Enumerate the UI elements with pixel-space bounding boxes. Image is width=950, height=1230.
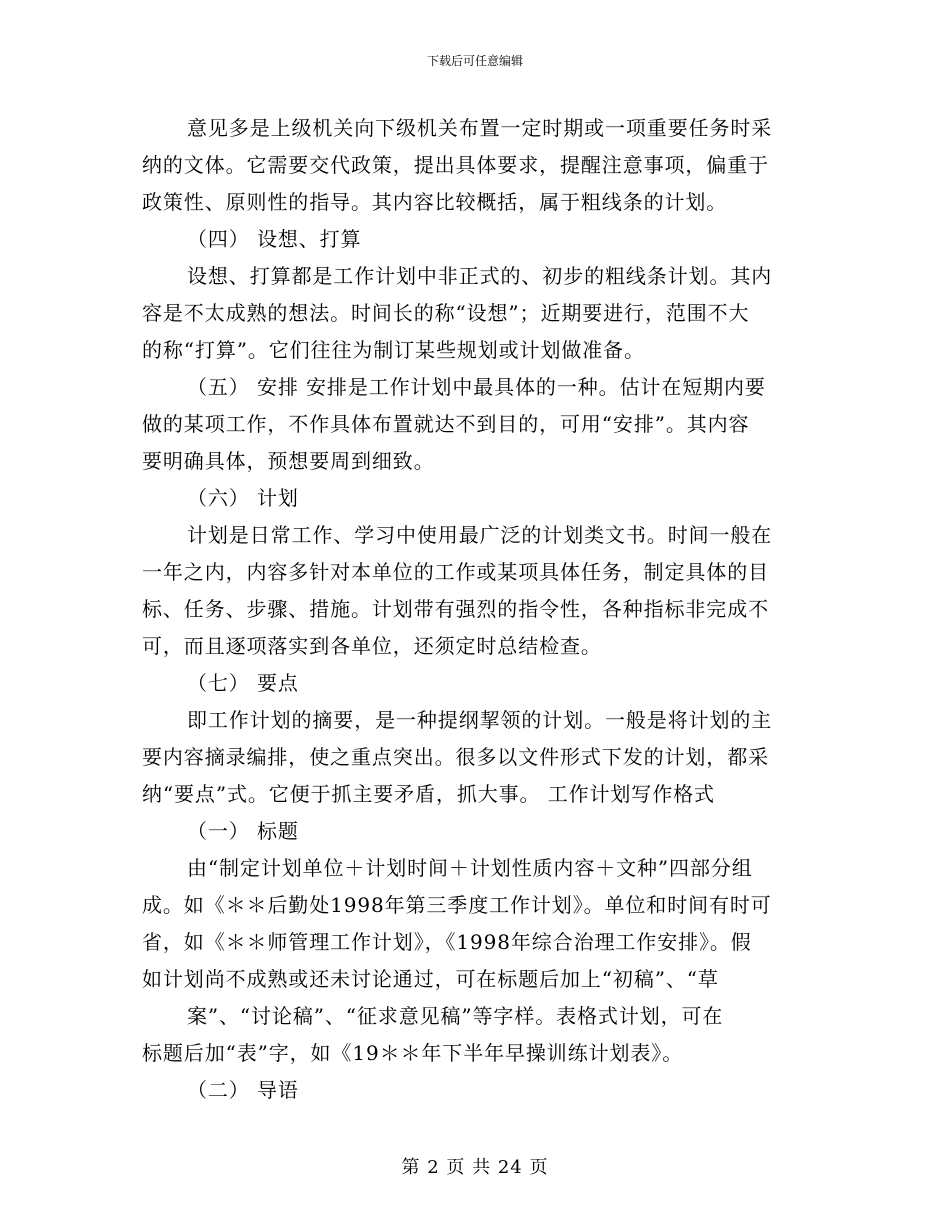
text-line: 做的某项工作，不作具体布置就达不到目的，可用“安排”。其内容 <box>142 412 750 436</box>
section-heading: （二） 导语 <box>187 1078 299 1102</box>
section-heading: （五） 安排 安排是工作计划中最具体的一种。估计在短期内要 <box>187 375 766 399</box>
text-line: 可，而且逐项落实到各单位，还须定时总结检查。 <box>142 634 602 658</box>
text-line: 意见多是上级机关向下级机关布置一定时期或一项重要任务时采 <box>187 116 773 140</box>
text-line: 如计划尚不成熟或还未讨论通过，可在标题后加上“初稿”、“草 <box>142 967 719 991</box>
text-line: 设想、打算都是工作计划中非正式的、初步的粗线条计划。其内 <box>187 264 773 288</box>
page-header: 下载后可任意编辑 <box>426 54 523 68</box>
text-line: 容是不太成熟的想法。时间长的称“设想”；近期要进行，范围不大 <box>142 301 750 325</box>
text-line: 由“制定计划单位＋计划时间＋计划性质内容＋文种”四部分组 <box>187 856 753 880</box>
text-line: 要内容摘录编排，使之重点突出。很多以文件形式下发的计划，都采 <box>142 745 769 769</box>
text-line: 纳的文体。它需要交代政策，提出具体要求，提醒注意事项，偏重于 <box>142 153 769 177</box>
section-heading: （六） 计划 <box>187 486 299 510</box>
text-line: 纳“要点”式。它便于抓主要矛盾，抓大事。 工作计划写作格式 <box>142 782 715 806</box>
text-line: 案”、“讨论稿”、“征求意见稿”等字样。表格式计划，可在 <box>187 1004 724 1028</box>
text-line: 计划是日常工作、学习中使用最广泛的计划类文书。时间一般在 <box>187 523 773 547</box>
text-line: 政策性、原则性的指导。其内容比较概括，属于粗线条的计划。 <box>142 190 728 214</box>
section-heading: （四） 设想、打算 <box>187 227 362 251</box>
section-heading: （七） 要点 <box>187 671 299 695</box>
text-line: 标题后加“表”字，如《19＊＊年下半年早操训练计划表》。 <box>142 1041 684 1065</box>
text-line: 省，如《＊＊师管理工作计划》，《1998年综合治理工作安排》。假 <box>142 930 752 954</box>
text-line: 标、任务、步骤、措施。计划带有强烈的指令性，各种指标非完成不 <box>142 597 769 621</box>
text-line: 成。如《＊＊后勤处1998年第三季度工作计划》。单位和时间有时可 <box>142 893 772 917</box>
text-line: 一年之内，内容多针对本单位的工作或某项具体任务，制定具体的目 <box>142 560 769 584</box>
document-body <box>142 110 806 1109</box>
text-line: 即工作计划的摘要，是一种提纲挈领的计划。一般是将计划的主 <box>187 708 773 732</box>
page-footer: 第 2 页 共 24 页 <box>401 1157 549 1178</box>
text-line: 的称“打算”。它们往往为制订某些规划或计划做准备。 <box>142 338 645 362</box>
text-line: 要明确具体，预想要周到细致。 <box>142 449 435 473</box>
section-heading: （一） 标题 <box>187 819 299 843</box>
